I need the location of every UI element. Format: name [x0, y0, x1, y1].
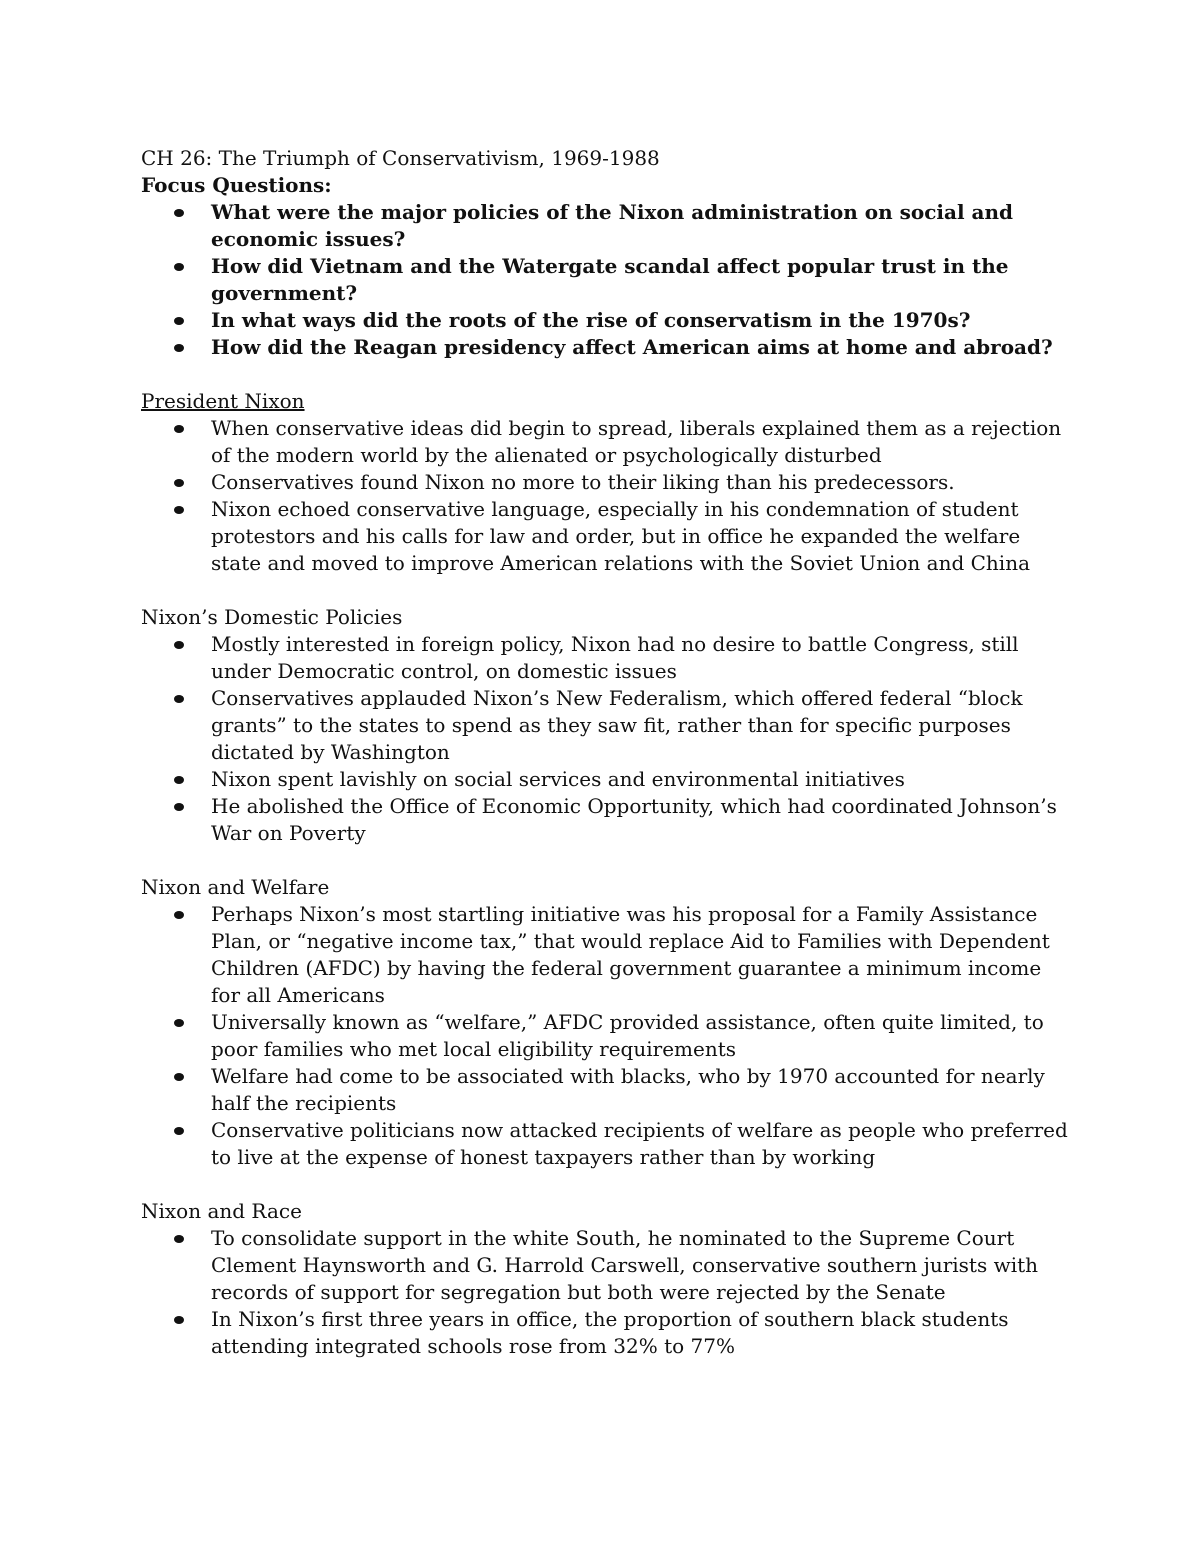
list-item: Nixon spent lavishly on social services and environmental initiatives	[141, 766, 1071, 793]
list-item: Nixon echoed conservative language, especially in his condemnation of student protestors and his calls for law and order, but in office he expanded the welfare state and moved to improve American relations with the Soviet Union and China	[141, 496, 1071, 577]
section-list	[141, 415, 1071, 577]
bullet-icon	[174, 695, 184, 703]
list-item: Universally known as “welfare,” AFDC provided assistance, often quite limited, to poor families who met local eligibility requirements	[141, 1009, 1071, 1063]
bullet-icon	[174, 506, 184, 514]
section-list	[141, 1225, 1071, 1360]
list-item: Mostly interested in foreign policy, Nixon had no desire to battle Congress, still under Democratic control, on domestic issues	[141, 631, 1071, 685]
bullet-icon	[174, 803, 184, 811]
bullet-icon	[174, 1019, 184, 1027]
bullet-icon	[174, 1073, 184, 1081]
bullet-icon	[174, 911, 184, 919]
section-president-nixon	[141, 388, 1071, 577]
focus-questions-list	[141, 199, 1071, 361]
list-item: Conservatives applauded Nixon’s New Federalism, which offered federal “block grants” to the states to spend as they saw fit, rather than for specific purposes dictated by Washington	[141, 685, 1071, 766]
list-item: In what ways did the roots of the rise of conservatism in the 1970s?	[141, 307, 1071, 334]
bullet-icon	[174, 479, 184, 487]
document-title: CH 26: The Triumph of Conservativism, 1969-1988	[141, 146, 660, 170]
bullet-icon	[174, 209, 184, 217]
bullet-icon	[174, 1235, 184, 1243]
list-item: Conservatives found Nixon no more to their liking than his predecessors.	[141, 469, 1071, 496]
bullet-icon	[174, 344, 184, 352]
list-item: How did Vietnam and the Watergate scandal affect popular trust in the government?	[141, 253, 1071, 307]
section-heading: Nixon’s Domestic Policies	[141, 605, 403, 629]
section-nixon-race	[141, 1198, 1071, 1360]
bullet-icon	[174, 1127, 184, 1135]
focus-questions-heading: Focus Questions:	[141, 173, 332, 197]
bullet-icon	[174, 641, 184, 649]
list-item: How did the Reagan presidency affect American aims at home and abroad?	[141, 334, 1071, 361]
bullet-icon	[174, 1316, 184, 1324]
list-item: Conservative politicians now attacked recipients of welfare as people who preferred to live at the expense of honest taxpayers rather than by working	[141, 1117, 1071, 1171]
list-item: What were the major policies of the Nixon administration on social and economic issues?	[141, 199, 1071, 253]
list-item: In Nixon’s first three years in office, the proportion of southern black students attending integrated schools rose from 32% to 77%	[141, 1306, 1071, 1360]
section-nixon-welfare	[141, 874, 1071, 1171]
document-page	[141, 145, 1071, 1360]
section-list	[141, 901, 1071, 1171]
bullet-icon	[174, 425, 184, 433]
section-heading: Nixon and Welfare	[141, 875, 330, 899]
bullet-icon	[174, 776, 184, 784]
list-item: To consolidate support in the white South, he nominated to the Supreme Court Clement Haynsworth and G. Harrold Carswell, conservative southern jurists with records of support for segregation but both were rejected by the Senate	[141, 1225, 1071, 1306]
list-item: Welfare had come to be associated with blacks, who by 1970 accounted for nearly half the recipients	[141, 1063, 1071, 1117]
section-heading: President Nixon	[141, 389, 305, 413]
section-heading: Nixon and Race	[141, 1199, 302, 1223]
list-item: Perhaps Nixon’s most startling initiative was his proposal for a Family Assistance Plan, or “negative income tax,” that would replace Aid to Families with Dependent Children (AFDC) by having the federal government guarantee a minimum income for all Americans	[141, 901, 1071, 1009]
list-item: When conservative ideas did begin to spread, liberals explained them as a rejection of the modern world by the alienated or psychologically disturbed	[141, 415, 1071, 469]
bullet-icon	[174, 263, 184, 271]
section-list	[141, 631, 1071, 847]
list-item: He abolished the Office of Economic Opportunity, which had coordinated Johnson’s War on Poverty	[141, 793, 1071, 847]
section-domestic-policies	[141, 604, 1071, 847]
bullet-icon	[174, 317, 184, 325]
